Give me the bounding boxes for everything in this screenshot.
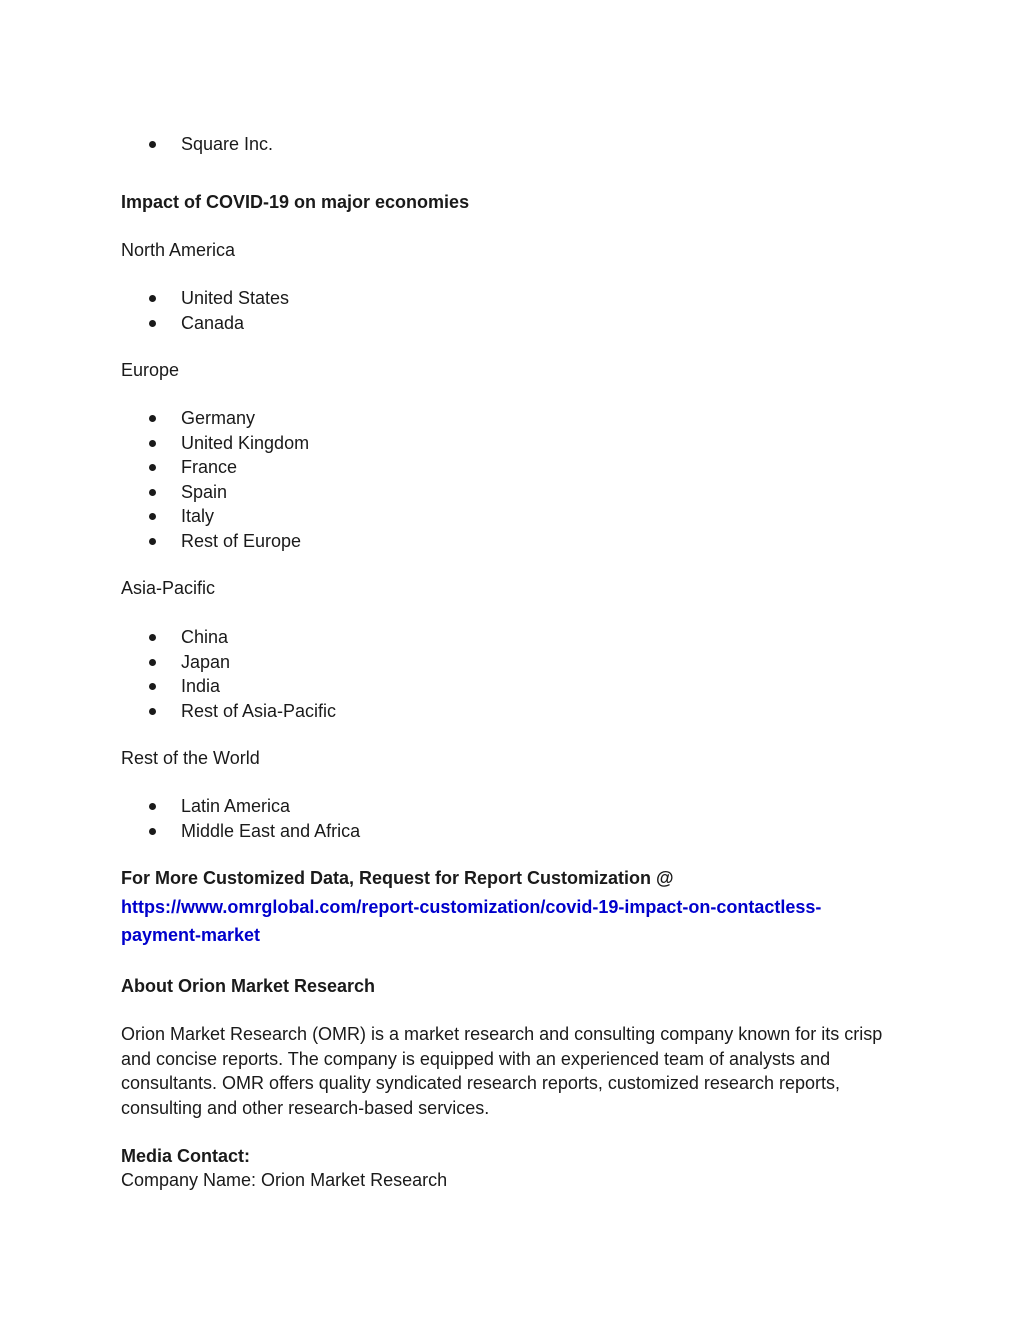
list-item-text: United States <box>181 288 290 308</box>
customization-link-line2: payment-market <box>121 925 261 945</box>
region-list-north-america <box>121 286 289 335</box>
list-item <box>121 455 309 480</box>
list-item <box>121 431 309 456</box>
list-item <box>121 674 336 699</box>
list-item <box>121 311 289 336</box>
list-item <box>121 819 360 844</box>
list-item-text: United Kingdom <box>181 432 310 453</box>
list-item-text: Canada <box>181 312 245 333</box>
bullet-icon <box>149 538 156 545</box>
list-item-text: India <box>181 676 221 696</box>
list-item <box>121 504 309 529</box>
list-item-text: Square Inc. <box>181 134 274 154</box>
about-heading: About Orion Market Research <box>121 976 376 996</box>
list-item-text: Japan <box>181 651 231 672</box>
list-item <box>121 480 309 505</box>
list-item-text: Middle East and Africa <box>181 820 361 841</box>
bullet-icon <box>149 295 156 302</box>
bullet-icon <box>149 634 156 641</box>
bullet-icon <box>149 489 156 496</box>
covid-heading: Impact of COVID-19 on major economies <box>121 192 470 212</box>
about-paragraph: Orion Market Research (OMR) is a market research and consulting company known for its crisp and concise reports. The company is equipped with an experienced team of analysts and consultants. OMR offers quality syndicated research reports, customized research reports, consulting and other research-based services. <box>121 1024 883 1118</box>
bullet-icon <box>149 683 156 690</box>
bullet-icon <box>149 440 156 447</box>
bullet-icon <box>149 464 156 471</box>
customization-label: For More Customized Data, Request for Report Customization @ <box>121 868 674 888</box>
bullet-icon <box>149 708 156 715</box>
list-item-text: Spain <box>181 481 228 502</box>
bullet-icon <box>149 659 156 666</box>
bullet-icon <box>149 320 156 327</box>
region-list-rest-of-world <box>121 794 360 843</box>
list-item-text: France <box>181 457 238 477</box>
bullet-icon <box>149 828 156 835</box>
bullet-icon <box>149 415 156 422</box>
list-item-text: Latin America <box>181 796 291 816</box>
list-item <box>121 132 273 157</box>
customization-link[interactable] <box>121 893 881 949</box>
bullet-icon <box>149 513 156 520</box>
list-item-text: Rest of Europe <box>181 530 302 551</box>
list-item <box>121 406 309 431</box>
region-heading-asia-pacific: Asia-Pacific <box>121 578 216 598</box>
list-item <box>121 625 336 650</box>
region-heading-europe: Europe <box>121 360 180 380</box>
list-item <box>121 699 336 724</box>
region-list-asia-pacific <box>121 625 336 723</box>
bullet-icon <box>149 141 156 148</box>
region-heading-rest-of-world: Rest of the World <box>121 748 260 768</box>
media-contact-heading: Media Contact: <box>121 1146 251 1166</box>
list-item-text: China <box>181 627 229 647</box>
region-list-europe <box>121 406 309 553</box>
region-heading-north-america: North America <box>121 240 236 260</box>
list-item <box>121 794 360 819</box>
list-item-text: Italy <box>181 506 215 526</box>
company-list <box>121 132 273 157</box>
customization-link-line1: https://www.omrglobal.com/report-customization/covid-19-impact-on-contactless- <box>121 897 822 917</box>
bullet-icon <box>149 803 156 810</box>
list-item-text: Germany <box>181 408 256 428</box>
list-item-text: Rest of Asia-Pacific <box>181 700 337 721</box>
list-item <box>121 286 289 311</box>
list-item <box>121 529 309 554</box>
list-item <box>121 650 336 675</box>
company-name-line: Company Name: Orion Market Research <box>121 1170 448 1190</box>
